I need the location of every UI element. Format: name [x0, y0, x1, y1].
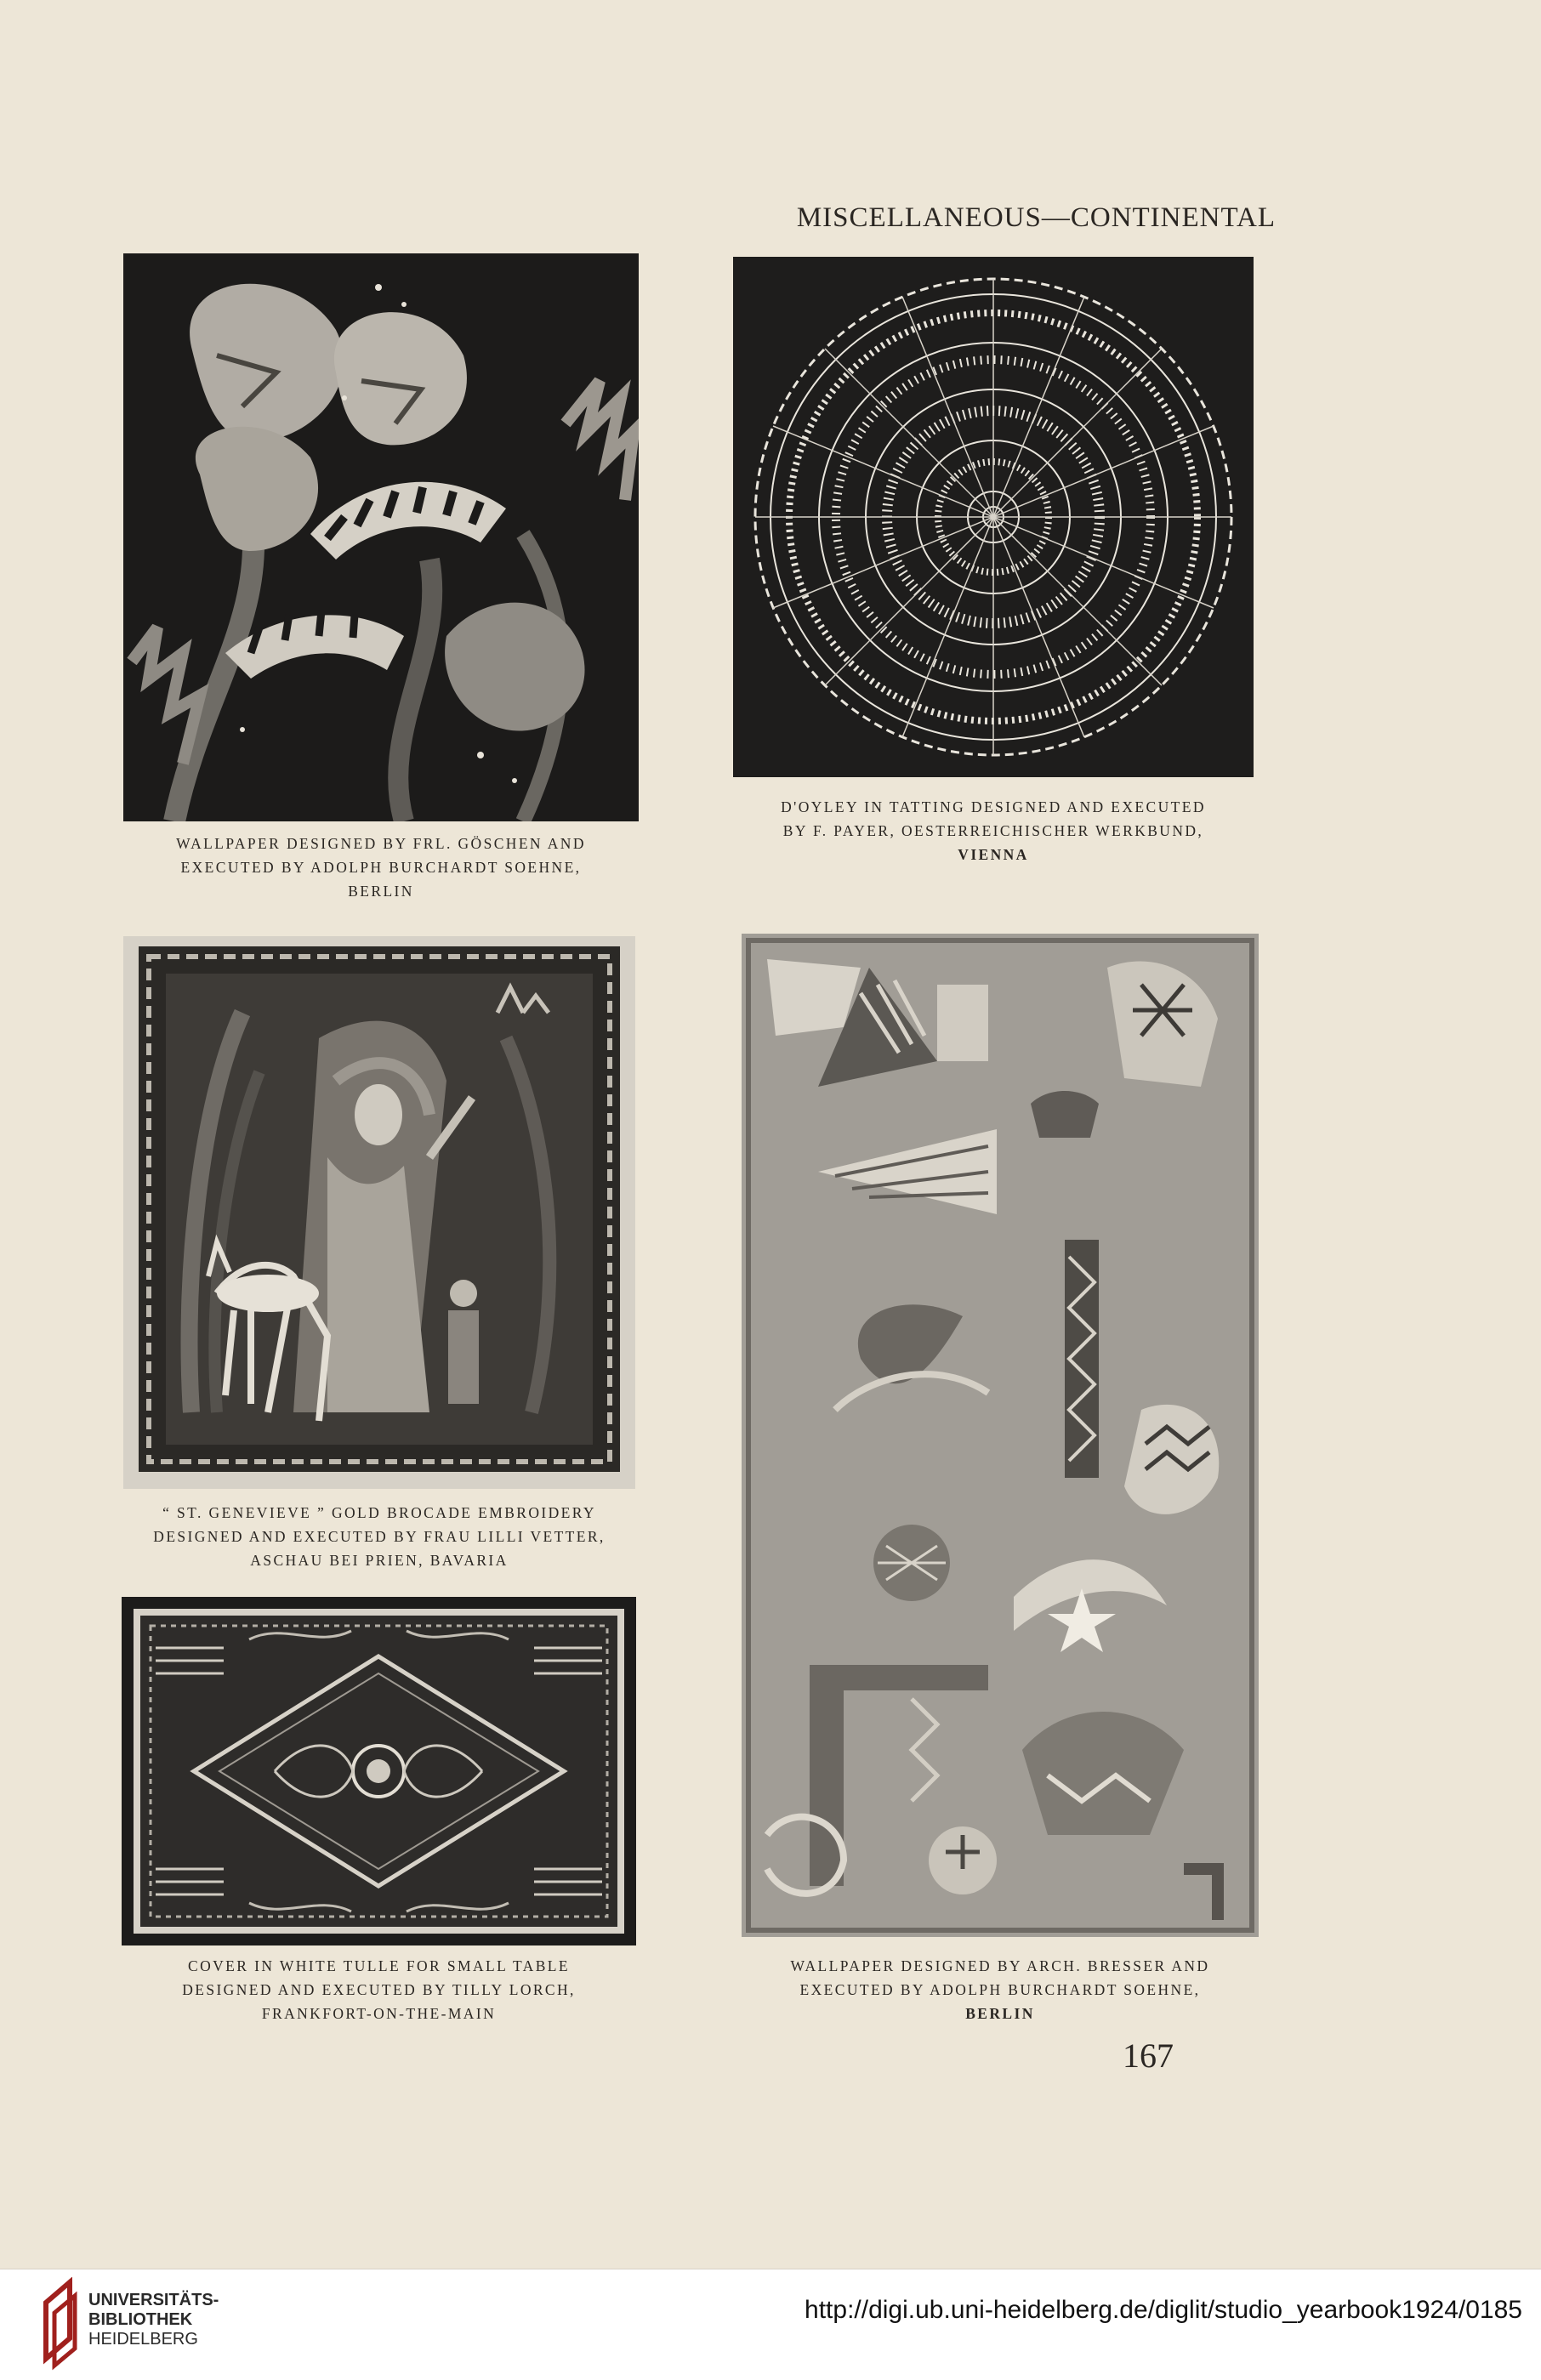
plate-tulip-wallpaper [123, 253, 639, 821]
tulle-table-cover-image [122, 1597, 636, 1945]
plate-bresser-wallpaper [742, 934, 1259, 1937]
library-logo-icon [36, 2277, 82, 2371]
tulip-wallpaper-image [123, 253, 639, 821]
plate-tulle-table-cover [122, 1597, 636, 1945]
caption-tatted-doily: D'OYLEY IN TATTING DESIGNED AND EXECUTED BY F. PAYER, OESTERREICHISCHER WERKBUND, VIENNA [781, 798, 1206, 863]
tatted-doily-image [733, 257, 1254, 777]
st-genevieve-embroidery-image [123, 936, 635, 1489]
bresser-wallpaper-image [742, 934, 1259, 1937]
page-header: MISCELLANEOUS—CONTINENTAL [796, 202, 1276, 233]
caption-tulip-wallpaper: WALLPAPER DESIGNED BY FRL. GÖSCHEN AND EXECUTED BY ADOLPH BURCHARDT SOEHNE, BERLIN [176, 835, 586, 900]
page-number: 167 [1123, 2036, 1174, 2075]
plate-tatted-doily [733, 257, 1254, 777]
source-url-link[interactable]: http://digi.ub.uni-heidelberg.de/diglit/studio_yearbook1924/0185 [805, 2296, 1522, 2324]
caption-bresser-wallpaper: WALLPAPER DESIGNED BY ARCH. BRESSER AND EXECUTED BY ADOLPH BURCHARDT SOEHNE, BERLIN [790, 1957, 1210, 2022]
caption-st-genevieve: “ ST. GENEVIEVE ” GOLD BROCADE EMBROIDERY DESIGNED AND EXECUTED BY FRAU LILLI VETTER, ASCHAU BEI PRIEN, BAVARIA [153, 1504, 606, 1569]
library-name: UNIVERSITÄTS- BIBLIOTHEK HEIDELBERG [88, 2291, 219, 2349]
caption-tulle-table-cover: COVER IN WHITE TULLE FOR SMALL TABLE DESIGNED AND EXECUTED BY TILLY LORCH, FRANKFORT-ON-THE-MAIN [182, 1957, 576, 2022]
plate-st-genevieve-embroidery [123, 936, 635, 1489]
